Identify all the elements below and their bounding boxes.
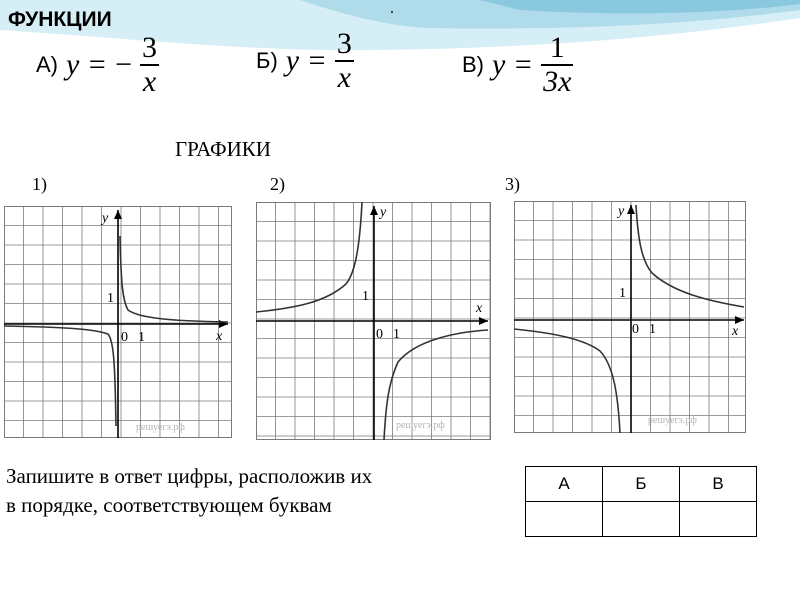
graph-3-grid — [514, 201, 746, 433]
graph-1-tick-x-one: 1 — [138, 330, 145, 345]
function-a-fraction — [140, 32, 159, 98]
graphs-title: ГРАФИКИ — [175, 137, 271, 161]
graph-3-axis-y-label: y — [618, 204, 625, 219]
function-v-fraction — [541, 32, 573, 98]
function-b-fraction — [335, 28, 354, 94]
answer-header-v: В — [680, 467, 757, 502]
function-b-letter: Б) — [256, 48, 278, 73]
answer-cell-v[interactable] — [680, 502, 757, 537]
function-b — [256, 28, 354, 94]
graph-3 — [514, 201, 746, 433]
function-a-letter: А) — [36, 52, 58, 77]
function-a-sign: − — [115, 48, 132, 81]
function-b-lhs: y = — [285, 44, 327, 77]
function-a — [36, 32, 159, 98]
graph-1-curve-left — [4, 326, 116, 426]
page-title: ФУНКЦИИ — [8, 8, 112, 31]
graph-2-axis-y-label: y — [380, 205, 387, 220]
function-a-numerator: 3 — [141, 31, 157, 64]
graph-3-tick-x-one: 1 — [649, 322, 656, 337]
graph-2-watermark: решуегэ.рф — [396, 420, 445, 431]
graph-1 — [4, 206, 232, 438]
graph-1-tick-y-one: 1 — [107, 291, 114, 306]
function-v-numerator: 1 — [549, 31, 565, 64]
function-v-denominator: 3x — [543, 65, 572, 98]
function-a-denominator: x — [142, 65, 157, 98]
instruction-line-2: в порядке, соответствующем буквам — [6, 493, 332, 517]
answer-header-b: Б — [603, 467, 680, 502]
instruction-text — [6, 462, 486, 520]
answer-header-a: А — [526, 467, 603, 502]
graph-1-number: 1) — [32, 174, 47, 194]
answer-table-value-row — [526, 502, 757, 537]
function-v — [462, 32, 573, 98]
graph-1-axis-x-label: x — [216, 329, 223, 344]
graph-3-axes — [514, 205, 744, 433]
answer-table-header-row — [526, 467, 757, 502]
graph-3-number: 3) — [505, 174, 520, 194]
graph-2-number: 2) — [270, 174, 285, 194]
graph-3-watermark: решуегэ.рф — [648, 415, 697, 426]
graph-2-origin: 0 — [376, 327, 383, 342]
graph-2-curve-left — [256, 202, 362, 312]
graph-3-origin: 0 — [632, 322, 639, 337]
graph-3-curve-left — [514, 329, 620, 433]
graph-1-curve-right — [120, 236, 228, 322]
function-v-lhs: y = — [492, 48, 534, 81]
decorative-dot: . — [390, 0, 394, 17]
function-a-lhs: y = — [66, 48, 108, 81]
answer-table — [525, 466, 757, 537]
graph-2 — [256, 202, 491, 440]
graph-1-origin: 0 — [121, 330, 128, 345]
graph-3-axis-x-label: x — [732, 324, 739, 339]
graph-2-axis-x-label: x — [476, 301, 483, 316]
function-b-denominator: x — [337, 61, 351, 94]
answer-cell-b[interactable] — [603, 502, 680, 537]
function-b-numerator: 3 — [336, 27, 352, 60]
graph-1-watermark: решуегэ.рф — [136, 422, 185, 433]
graph-2-tick-y-one: 1 — [362, 289, 369, 304]
graph-3-tick-y-one: 1 — [619, 286, 626, 301]
graph-1-axis-y-label: y — [102, 211, 109, 226]
instruction-line-1: Запишите в ответ цифры, расположив их — [6, 464, 373, 488]
graph-2-tick-x-one: 1 — [393, 327, 400, 342]
function-v-letter: В) — [462, 52, 484, 77]
answer-cell-a[interactable] — [526, 502, 603, 537]
